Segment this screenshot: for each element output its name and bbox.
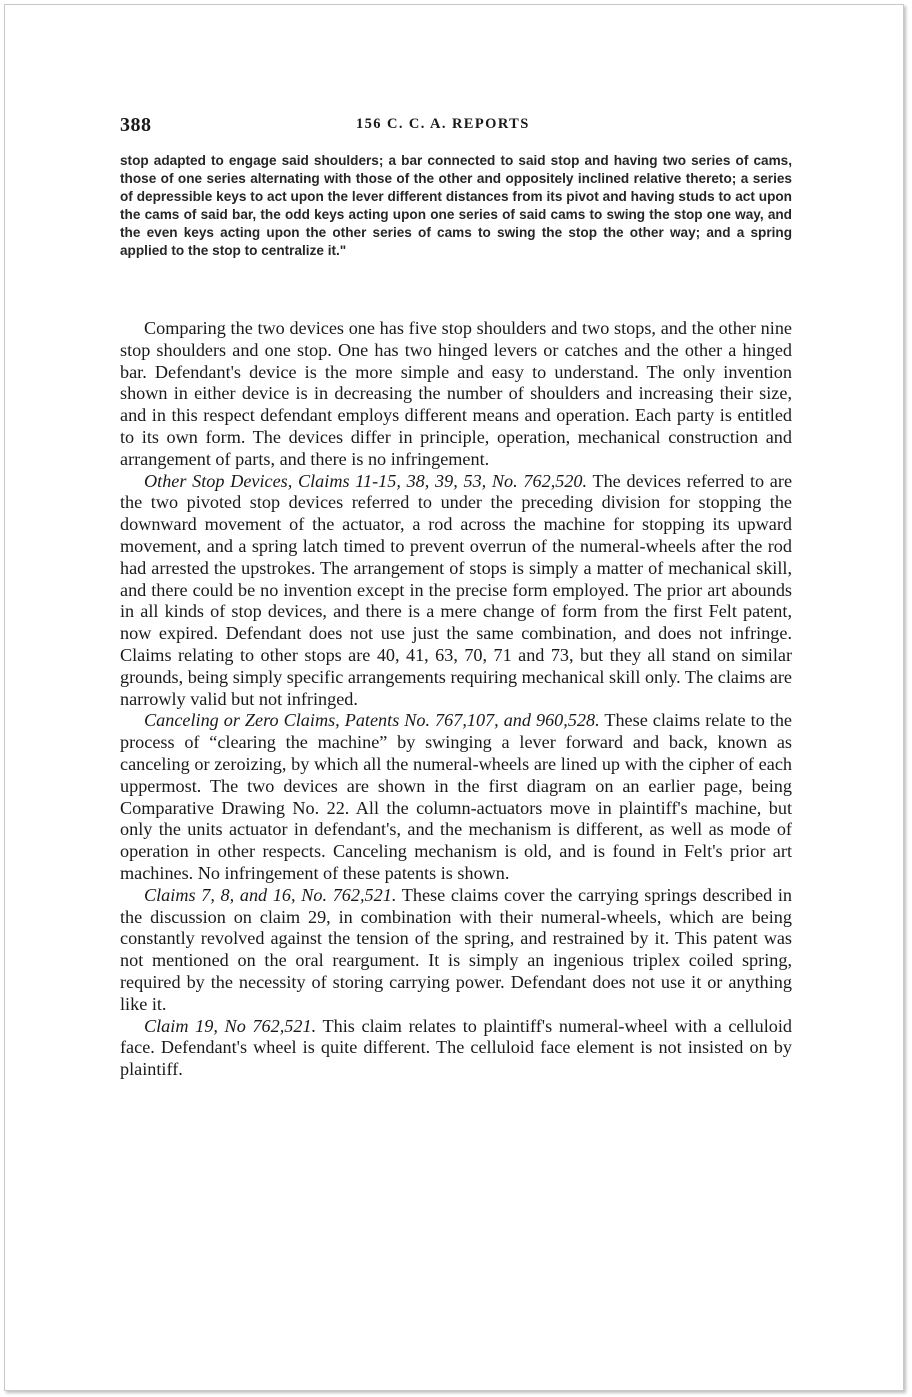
paragraph-text: These claims relate to the process of “clearing the machine” by swinging a lever forward and back, known as canceling or zeroizing, by which all the numeral-wheels are lined up with the cipher of each uppermost. The two devices are shown in the first diagram on an earlier page, being Comparative Drawing No. 22. All the column-actuators move in plaintiff's machine, but only the units actuator in defendant's, and the mechanism is different, as well as mode of operation in other respects. Canceling mechanism is old, and is found in Felt's prior art machines. No infringement of these patents is shown. — [120, 710, 793, 883]
paragraph-heading: Claims 7, 8, and 16, No. 762,521. — [144, 884, 397, 905]
paragraph-other-stop-devices — [120, 471, 792, 711]
paragraph-claim-19 — [120, 1016, 792, 1081]
paragraph-text: These claims cover the carrying springs described in the discussion on claim 29, in combination with their numeral-wheels, which are being constantly revolved against the tension of the spring, and restrained by it. This patent was not mentioned on the oral reargument. It is simply an ingenious triplex coiled spring, required by the necessity of storing carrying power. Defendant does not use it or anything like it. — [120, 884, 792, 1014]
page-number: 388 — [120, 114, 152, 136]
body-text — [120, 318, 792, 1081]
paragraph-text: Comparing the two devices one has five stop shoulders and two stops, and the other nine stop shoulders and one stop. One has two hinged levers or catches and the other a hinged bar. Defendant's device is the more simple and easy to understand. The only invention shown in either device is in decreasing the number of shoulders and increasing their size, and in this respect defendant employs different means and operation. Each party is entitled to its own form. The devices differ in principle, operation, mechanical construction and arrangement of parts, and there is no infringement. — [120, 318, 792, 469]
paragraph-claims-7-8-16 — [120, 885, 792, 1016]
paragraph-comparison — [120, 318, 792, 471]
paragraph-heading: Other Stop Devices, Claims 11-15, 38, 39, 53, No. 762,520. — [144, 470, 588, 491]
paragraph-heading: Canceling or Zero Claims, Patents No. 767,107, and 960,528. — [144, 710, 600, 731]
paragraph-heading: Claim 19, No 762,521. — [144, 1015, 317, 1036]
running-head — [120, 114, 792, 140]
paragraph-text: The devices referred to are the two pivoted stop devices referred to under the preceding division for stopping the downward movement of the actuator, a rod across the machine for stopping its upward movement, and a spring latch timed to prevent overrun of the numeral-wheels after the rod had arrested the upstrokes. The arrangement of stops is simply a matter of mechanical skill, and there could be no invention except in the precise form employed. The prior art abounds in all kinds of stop devices, and there is a mere change of form from the first Felt patent, now expired. Defendant does not use just the same combination, and does not infringe. Claims relating to other stops are 40, 41, 63, 70, 71 and 73, but they all stand on similar grounds, being simply specific arrangements requiring mechanical skill only. The claims are narrowly valid but not infringed. — [120, 470, 793, 709]
quoted-claim-block: stop adapted to engage said shoulders; a bar connected to said stop and having two series of cams, those of one series alternating with those of the other and oppositely inclined relative thereto; a series of depressible keys to act upon the lever different distances from its pivot and having studs to act upon the cams of said bar, the odd keys acting upon one series of said cams to swing the stop one way, and the even keys acting upon the other series of cams to swing the stop the other way; and a spring applied to the stop to centralize it." — [120, 153, 792, 258]
paragraph-text: This claim relates to plaintiff's numeral-wheel with a celluloid face. Defendant's wheel is quite different. The celluloid face element is not insisted on by plaintiff. — [120, 1015, 792, 1080]
header-title: 156 C. C. A. REPORTS — [356, 116, 530, 132]
paragraph-canceling-claims — [120, 710, 792, 884]
